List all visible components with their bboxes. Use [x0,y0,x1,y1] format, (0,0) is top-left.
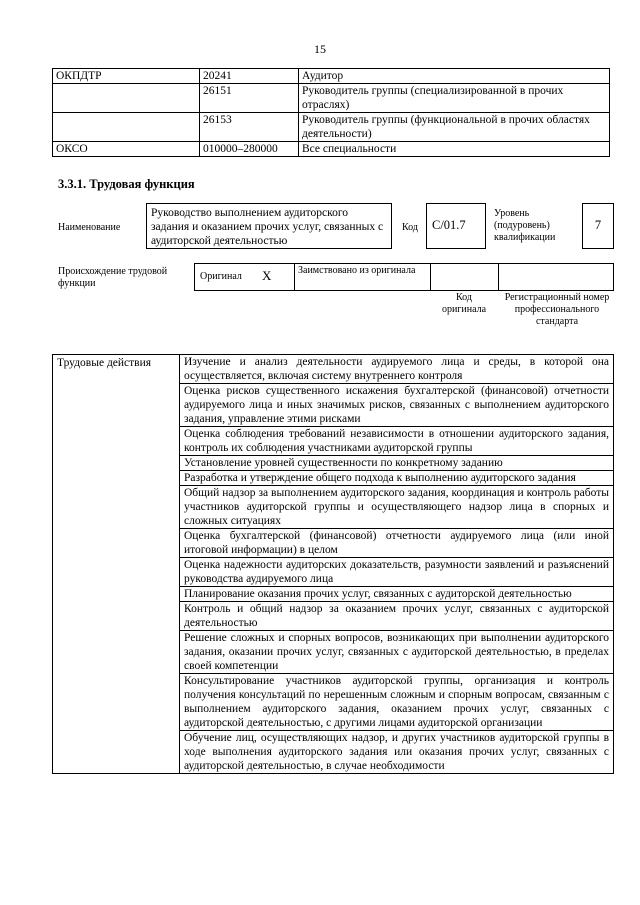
origin-divider [430,263,431,291]
table-row [53,69,610,84]
labor-action-item: Оценка надежности аудиторских доказательств, разумности заявлений и разъяснений руководства аудируемого лица [180,558,614,587]
original-code-caption: Код оригинала [441,292,487,315]
classifier-code: 20241 [200,69,299,84]
origin-divider [498,263,499,291]
classifier-title: Все специальности [299,142,610,157]
qualification-level-value: 7 [582,203,614,249]
classifier-title: Аудитор [299,69,610,84]
classifier-code: 010000–280000 [200,142,299,157]
registration-number-caption: Регистрационный номер профессионального стандарта [504,292,610,327]
function-code-value: C/01.7 [426,203,486,249]
classifier-title: Руководитель группы (функциональной в прочих областях деятельности) [299,113,610,142]
code-label: Код [402,222,418,233]
labor-action-item: Консультирование участников аудиторской группы, организация и контроль получения консультаций по нерешенным сложным и спорным вопросам, связанным с выполнением аудиторского задания, оказанием прочих услуг, связанных с аудиторской деятельностью, с другими лицами аудиторской организации [180,674,614,731]
labor-action-item: Решение сложных и спорных вопросов, возникающих при выполнении аудиторского задания, оказании прочих услуг, связанных с аудиторской деятельностью, в пределах своей компетенции [180,631,614,674]
borrowed-label: Заимствовано из оригинала [298,265,416,276]
classifier-code: 26151 [200,84,299,113]
table-row [53,355,614,384]
original-label: Оригинал [200,271,242,282]
classifier-name [53,113,200,142]
function-name-value: Руководство выполнением аудиторского задания и оказанием прочих услуг, связанных с аудиторской деятельностью [146,203,392,249]
original-mark: X [262,268,272,283]
labor-action-item: Общий надзор за выполнением аудиторского задания, координация и контроль работы участников аудиторской группы и осуществляющего надзор лица в спорных и сложных ситуациях [180,486,614,529]
labor-actions-label: Трудовые действия [53,355,180,774]
qualification-level-label: Уровень (подуровень) квалификации [494,208,556,243]
labor-action-item: Контроль и общий надзор за оказанием прочих услуг, связанных с аудиторской деятельностью [180,602,614,631]
table-row [53,113,610,142]
labor-action-item: Оценка соблюдения требований независимости в отношении аудиторского задания, контроль их соблюдения участниками аудиторской группы [180,427,614,456]
labor-action-item: Планирование оказания прочих услуг, связанных с аудиторской деятельностью [180,587,614,602]
section-title: 3.3.1. Трудовая функция [58,177,195,191]
labor-action-item: Обучение лиц, осуществляющих надзор, и других участников аудиторской группы в ходе выполнения аудиторского задания или оказания прочих услуг, связанных с аудиторской деятельностью, в случае необходимости [180,731,614,774]
origin-divider [294,263,295,291]
labor-action-item: Оценка бухгалтерской (финансовой) отчетности аудируемого лица (или иной итоговой информации) в целом [180,529,614,558]
page-number: 15 [314,42,326,56]
table-row [53,84,610,113]
labor-action-item: Изучение и анализ деятельности аудируемого лица и среды, в которой она осуществляется, включая систему внутреннего контроля [180,355,614,384]
classifier-codes-table [52,68,610,157]
classifier-name [53,84,200,113]
labor-action-item: Разработка и утверждение общего подхода к выполнению аудиторского задания [180,471,614,486]
classifier-name: ОКСО [53,142,200,157]
labor-action-item: Оценка рисков существенного искажения бухгалтерской (финансовой) отчетности аудируемого лица и иных значимых рисков, связанных с выполнением аудиторского задания, управление этими рисками [180,384,614,427]
labor-actions-table [52,354,614,774]
table-row [53,142,610,157]
labor-action-item: Установление уровней существенности по конкретному заданию [180,456,614,471]
origin-label: Происхождение трудовой функции [58,266,168,289]
classifier-name: ОКПДТР [53,69,200,84]
name-label: Наименование [58,222,121,233]
classifier-code: 26153 [200,113,299,142]
classifier-title: Руководитель группы (специализированной в прочих отраслях) [299,84,610,113]
